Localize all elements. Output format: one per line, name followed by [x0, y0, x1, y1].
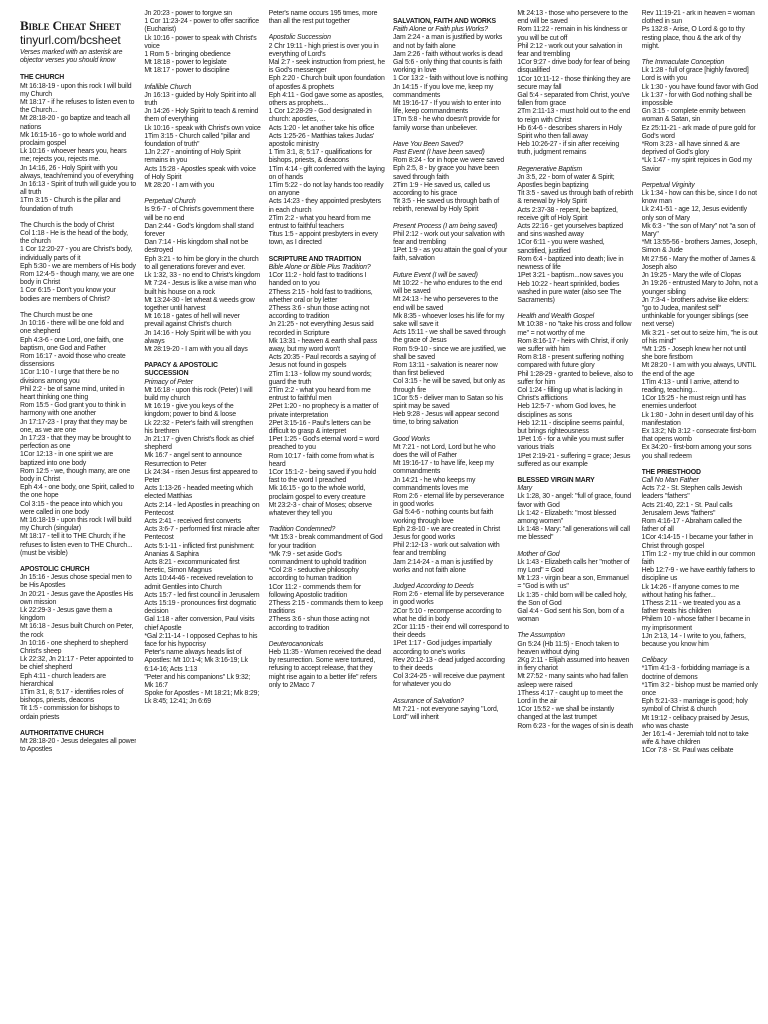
- verse-list: The Church must be one Jn 10:16 - there will be one fold and one shepherd Eph 4:3-6 - one Lord, one faith, one baptism, one God and Father Rom 16:17 - avoid those who create dissensions 1Cor 1:10 - I urge that there be no divisions among you Phil 2:2 - be of same mind, united in heart thinking one thing Rom 15:5 - God grant you to think in harmony with one another Jn 17:17-23 - I pray that they may be one, as we are one Jn 17:23 - that they may be brought to perfection as one 1Cor 12:13 - in one spirit we are baptized into one body Rom 12:5 - we, though many, are one body in Christ Eph 4:4 - one body, one Spirit, called to the one hope Col 3:15 - the peace into which you were called in one body Mt 16:18-19 - upon this rock I will build my Church (singular) Mt 18:17 - tell it to THE Church; if he refuses to listen even to THE Church... (must be visible): [20, 311, 135, 557]
- subsection-heading: Bible Alone or Bible Plus Tradition?: [268, 263, 371, 271]
- section-heading: THE CHURCH: [20, 74, 65, 82]
- verse-list: Rom 8:24 - for in hope we were saved Eph 2:5, 8 - by grace you have been saved through faith 2Tim 1:9 - He saved us, called us according to his grace Tit 3:5 - He saved us through bath of rebirth, renewal by Holy Spirit: [392, 157, 505, 214]
- page-title: Bible Cheat Sheet: [20, 18, 121, 33]
- subsection-heading: Judged According to Deeds: [392, 583, 474, 590]
- verse-list: Mt 7:21 - not everyone saying "Lord, Lord" will inherit: [392, 705, 499, 722]
- verse-list: Phil 2:12 - work out your salvation with fear and trembling 1Pet 1:9 - as you attain the goal of your faith, salvation: [392, 230, 508, 263]
- section-heading: THE PRIESTHOOD: [641, 468, 701, 476]
- subsection-heading: The Immaculate Conception: [641, 59, 725, 67]
- verse-list: The Church is the body of Christ Col 1:18 - He is the head of the body, the church 1 Cor 12:20-27 - you are Christ's body, individually parts of it Eph 5:30 - we are members of His body Rom 12:4-5 - though many, we are one body in Christ 1 Cor 6:15 - Don't you know your bodies are members of Christ?: [20, 221, 136, 303]
- subsection-heading: Have You Been Saved?: [392, 140, 464, 148]
- subsection-heading: Apostolic Succession: [268, 34, 331, 42]
- verse-list: Gn 5:24 (Hb 11:5) - Enoch taken to heaven without dying 2Kg 2:11 - Elijah assumed into heaven in fiery chariot Mt 27:52 - many saints who had fallen asleep were raised 1Thess 4:17 - caught up to meet the Lord in the air 1Cor 15:52 - we shall be instantly changed at the last trumpet Rom 6:23 - for the wages of sin is death: [517, 640, 634, 730]
- subsection-heading: Past Event (I have been saved): [392, 149, 485, 157]
- subsection-heading: Mary: [517, 485, 533, 493]
- section-heading: AUTHORITATIVE CHURCH: [20, 729, 104, 737]
- section-heading: SCRIPTURE AND TRADITION: [268, 255, 362, 263]
- verse-list: Heb 11:35 - Women received the dead by resurrection. Some were tortured, refusing to accept release, that they might rise again to a better life" refers only to 2Macc 7: [268, 649, 382, 689]
- sheet-url[interactable]: tinyurl.com/bcsheet: [20, 33, 121, 47]
- verse-list: Lk 1:34 - how can this be, since I do not know man Lk 2:41-51 - age 12, Jesus evidently only son of Mary Mk 6:3 - "the son of Mary" not "a son of Mary" *Mt 13:55-56 - brothers James, Joseph, Simon & Jude Mt 27:56 - Mary the mother of James & Joseph also Jn 19:25 - Mary the wife of Clopas Jn 19:26 - entrusted Mary to John, not a younger sibling Jn 7:3-4 - brothers advise like elders: "go to Judea, manifest self" unthinkable for younger siblings (see next verse) Mk 3:21 - set out to seize him, "he is out of his mind" *Mt 1:25 - Joseph knew her not until she bore firstborn Mt 28:20 - I am with you always, UNTIL the end of the age 1Tim 4:13 - until I arrive, attend to reading, teaching... 1Cor 15:25 - he must reign until has enemies underfoot Lk 1:80 - John in desert until day of his manifestation Ex 13:2; Nb 3:12 - consecrate first-born that opens womb Ex 34:20 - first-born among your sons you shall redeem: [641, 190, 758, 460]
- subsection-heading: Health and Wealth Gospel: [517, 313, 595, 321]
- subsection-heading: Assurance of Salvation?: [392, 697, 464, 705]
- column-1-blocks: [20, 74, 136, 754]
- column-3-blocks: [269, 10, 385, 690]
- section-heading: APOSTOLIC CHURCH: [20, 565, 90, 573]
- verse-list: Jn 3:5, 22 - born of water & Spirit; Apostles begin baptizing Tit 3:5 - saved us through bath of rebirth & renewal by Holy Spirit Acts 2:37-38 - repent, be baptized, receive gift of Holy Spirit Acts 22:16 - get yourselves baptized and sins washed away 1Cor 6:11 - you were washed, sanctified, justified Rom 6:4 - baptized into death; live in newness of life 1Pet 3:21 - baptism...now saves you Heb 10:22 - heart sprinkled, bodies washed in pure water (also see The Sacraments): [517, 173, 634, 304]
- subsection-heading: Good Works: [392, 435, 430, 443]
- verse-list: *Mt 15:3 - break commandment of God for your tradition *Mk 7:9 - set aside God's commandment to uphold tradition *Col 2:8 - seductive philosophy according to human tradition 1Cor 11:2 - commends them for following Apostolic tradition 2Thess 2:15 - commands them to keep traditions 2Thess 3:6 - shun those acting not according to tradition: [268, 534, 383, 632]
- subsection-heading: Faith Alone or Faith plus Works?: [392, 26, 488, 34]
- verse-list: Mt 16:18-19 - upon this rock I will build my Church Mt 18:17 - if he refuses to listen even to the Church... Mt 28:18-20 - go baptize and teach all nations Mk 16:15-16 - go to whole world and proclaim gospel Lk 10:16 - whoever hears you, hears me; rejects you, rejects me. Jn 14:16, 26 - Holy Spirit with you always, teach/remind you of everything Jn 16:13 - Spirit of truth will guide you to all truth 1Tm 3:15 - Church is the pillar and foundation of truth: [20, 82, 136, 213]
- section-heading: SALVATION, FAITH AND WORKS: [392, 18, 497, 25]
- section-heading: PAPACY & APOSTOLIC SUCCESSION: [144, 362, 218, 378]
- column-2: [144, 10, 260, 1024]
- verse-list: Mt 10:38 - no "take his cross and follow me" = not worthy of me Rom 8:16-17 - heirs with Christ, if only we suffer with him Rom 8:18 - present suffering nothing compared with future glory Phil 1:28-29 - granted to believe, also to suffer for him Col 1:24 - filling up what is lacking in Christ's afflictions Heb 12:5-7 - whom God loves, he disciplines as sons Heb 12:11 - discipline seems painful, but brings righteousness 1Pet 1:6 - for a while you must suffer various trials 1Pet 2:19-21 - suffering = grace; Jesus suffered as our example: [517, 321, 633, 468]
- subsection-heading: Regenerative Baptism: [517, 165, 583, 173]
- verse-list: Mt 24:13 - those who persevere to the end will be saved Rom 11:22 - remain in his kindness or you will be cut off Phil 2:12 - work out your salvation in fear and trembling 1Cor 9:27 - drive body for fear of being disqualified 1Cor 10:11-12 - those thinking they are secure may fall Gal 5:4 - separated from Christ, you've fallen from grace 2Tm 2:11-13 - must hold out to the end to reign with Christ Hb 6:4-6 - describes sharers in Holy Spirit who then fall away Heb 10:26-27 - if sin after receiving truth, judgment remains: [517, 10, 631, 157]
- verse-list: Rom 2:6 - eternal life by perseverance in good works 2Cor 5:10 - recompense according to what he did in body 2Cor 11:15 - their end will correspond to their deeds 1Pet 1:17 - God judges impartially according to one's works Rev 20:12-13 - dead judged according to their deeds Col 3:24-25 - will receive due payment for whatever you do: [392, 591, 509, 689]
- verse-list: Lk 1:43 - Elizabeth calls her "mother of my Lord" = God Mt 1:23 - virgin bear a son, Emmanuel = "God is with us" Lk 1:35 - child born will be called holy, the Son of God Gal 4:4 - God sent his Son, born of a woman: [517, 558, 630, 624]
- subsection-heading: Infallible Church: [144, 83, 192, 91]
- subsection-heading: Perpetual Virginity: [641, 181, 695, 189]
- column-5: [517, 10, 633, 1024]
- verse-list: 1Cor 11:2 - hold fast to traditions I handed on to you 2Thess 2:15 - hold fast to traditions, whether oral or by letter 2Thess 3:6 - shun those acting not according to tradition Jn 21:25 - not everything Jesus said recorded in Scripture Mk 13:31 - heaven & earth shall pass away, but my word won't Acts 20:35 - Paul records a saying of Jesus not found in gospels 2Tim 1:13 - follow my sound words; guard the truth 2Tim 2:2 - what you heard from me entrust to faithful men 2Pet 1:20 - no prophecy is a matter of private interpretation 2Pet 3:15-16 - Paul's letters can be difficult to grasp & interpret 1Pet 1:25 - God's eternal word = word preached to you Rom 10:17 - faith come from what is heard 1Cor 15:1-2 - being saved if you hold fast to the word I preached Mk 16:15 - go to the whole world, proclaim gospel to every creature Mt 23:2-3 - chair of Moses; observe whatever they tell you: [268, 272, 380, 517]
- verse-list: Lk 1:28 - full of grace [highly favored] Lord is with you Lk 1:30 - you have found favor with God Lk 1:37 - for with God nothing shall be impossible Gn 3:15 - complete enmity between woman & Satan, sin Ez 25:11-21 - ark made of pure gold for God's word *Rom 3:23 - all have sinned & are deprived of God's glory *Lk 1:47 - my spirit rejoices in God my Savior: [641, 67, 758, 173]
- subsection-heading: Present Process (I am being saved): [392, 222, 498, 230]
- verse-list: Jam 2:24 - a man is justified by works and not by faith alone Jam 2:26 - faith without works is dead Gal 5:6 - only thing that counts is faith working in love 1 Cor 13:2 - faith without love is nothing Jn 14:15 - If you love me, keep my commandments Mt 19:16-17 - If you wish to enter into life, keep commandments 1Tm 5:8 - he who doesn't provide for family worse than unbeliever.: [392, 34, 508, 132]
- column-5-blocks: [517, 10, 633, 731]
- column-1: [20, 10, 136, 1024]
- column-3: [269, 10, 385, 1024]
- column-6: [642, 10, 758, 1024]
- verse-list: Jn 16:13 - guided by Holy Spirit into all truth Jn 14:26 - Holy Spirit to teach & remind them of everything Lk 10:16 - speak with Christ's own voice 1Tim 3:15 - Church called "pillar and foundation of truth" 1Jn 2:27 - anointing of Holy Spirit remains in you Acts 15:28 - Apostles speak with voice of Holy Spirit Mt 28:20 - I am with you: [144, 91, 261, 190]
- verse-list: Peter's name occurs 195 times, more than all the rest put together: [268, 10, 378, 26]
- verse-list: Jn 20:23 - power to forgive sin 1 Cor 11:23-24 - power to offer sacrifice (Eucharist) Lk 10:16 - power to speak with Christ's voice 1 Rom 5 - bringing obedience Mt 18:18 - power to legislate Mt 18:17 - power to discipline: [144, 10, 259, 75]
- verse-list: Mt 10:22 - he who endures to the end will be saved Mt 24:13 - he who perseveres to the end will be saved Mk 8:35 - whoever loses his life for my sake will save it Acts 15:11 - we shall be saved through the grace of Jesus Rom 5:9-10 - since we are justified, we shall be saved Rom 13:11 - salvation is nearer now than first believed Col 3:15 - he will be saved, but only as through fire 1Cor 5:5 - deliver man to Satan so his spirit may be saved Heb 9:28 - Jesus will appear second time, to bring salvation: [392, 279, 506, 427]
- subsection-heading: Celibacy: [641, 657, 667, 665]
- subsection-heading: Future Event (I will be saved): [392, 271, 478, 279]
- verse-list: Mt 16:18 - upon this rock (Peter) I will build my church Mt 16:19 - give you keys of the kingdom; power to bind & loose Lk 22:32 - Peter's faith will strengthen his brethren Jn 21:17 - given Christ's flock as chief shepherd Mk 16:7 - angel sent to announce Resurrection to Peter Lk 24:34 - risen Jesus first appeared to Peter Acts 1:13-26 - headed meeting which elected Matthias Acts 2:14 - led Apostles in preaching on Pentecost Acts 2:41 - received first converts Acts 3:6-7 - performed first miracle after Pentecost Acts 5:1-11 - inflicted first punishment: Ananias & Saphira Acts 8:21 - excommunicated first heretic, Simon Magnus Acts 10:44-46 - received revelation to admit Gentiles into Church Acts 15:7 - led first council in Jerusalem Acts 15:19 - pronounces first dogmatic decision Gal 1:18 - after conversion, Paul visits chief Apostle *Gal 2:11-14 - I opposed Cephas to his face for his hypocrisy Peter's name always heads list of Apostles: Mt 10:1-4; Mk 3:16-19; Lk 6:14-16; Acts 1:13 "Peter and his companions" Lk 9:32; Mk 16:7 Spoke for Apostles - Mt 18:21; Mk 8:29; Lk 8:45; 12:41; Jn 6:69: [144, 386, 260, 706]
- verse-list: Mt 7:21 - not Lord, Lord but he who does the will of Father Mt 19:16-17 - to have life, keep my commandments Jn 14:21 - he who keeps my commandments loves me Rom 2:6 - eternal life by perseverance in good works Gal 5:4-6 - nothing counts but faith working through love Eph 2:8-10 - we are created in Christ Jesus for good works Phil 2:12-13 - work out salvation with fear and trembling Jam 2:14-24 - a man is justified by works and not faith alone: [392, 443, 505, 574]
- verse-list: 2 Chr 19:11 - high priest is over you in everything of Lord's Mal 2:7 - seek instruction from priest, he is God's messenger Eph 2:20 - Church built upon foundation of apostles & prophets Eph 4:11 - God gave some as apostles, others as prophets... 1 Cor 12:28-29 - God designated in church: apostles, ... Acts 1:20 - let another take his office Acts 1:25-26 - Matthias takes Judas' apostolic ministry 1 Tim 3:1, 8; 5:17 - qualifications for bishops, priests, & deacons 1Tim 4:14 - gift conferred with the laying on of hands 1Tim 5:22 - do not lay hands too readily on anyone Acts 14:23 - they appointed presbyters in each church 2Tim 2:2 - what you heard from me entrust to faithful teachers Titus 1:5 - appoint presbyters in every town, as I directed: [268, 42, 385, 247]
- verse-list: Acts 7:2 - St. Stephen calls Jewish leaders "fathers" Acts 21:40, 22:1 - St. Paul calls Jerusalem Jews "fathers" Rom 4:16-17 - Abraham called the father of all 1Cor 4:14-15 - I became your father in Christ through gospel 1Tim 1:2 - my true child in our common faith Heb 12:7-9 - we have earthly fathers to discipline us Lk 14:26 - If anyone comes to me without hating his father... 1Thess 2:11 - we treated you as a father treats his children Philem 10 - whose father I became in my imprisonment 1Jn 2:13, 14 - I write to you, fathers, because you know him: [641, 485, 756, 649]
- subsection-heading: Tradition Condemned?: [268, 526, 336, 534]
- asterisk-note: Verses marked with an asterisk are objector verses you should know: [20, 49, 123, 65]
- subsection-heading: Deuterocanonicals: [268, 640, 324, 648]
- column-4-blocks: [393, 18, 509, 722]
- verse-list: Mt 28:18-20 - Jesus delegates all power to Apostles: [20, 738, 137, 754]
- subsection-heading: Call No Man Father: [641, 476, 699, 484]
- subsection-heading: Mother of God: [517, 550, 560, 558]
- verse-list: Lk 1:28, 30 - angel: "full of grace, found favor with God Lk 1:42 - Elizabeth: "most blessed among women" Lk 1:48 - Mary: "all generations will call me blessed": [517, 493, 632, 542]
- verse-list: Jn 15:16 - Jesus chose special men to be His Apostles Jn 20:21 - Jesus gave the Apostles His own mission Lk 22:29-3 - Jesus gave them a kingdom Mt 16:18 - Jesus built Church on Peter, the rock Jn 10:16 - one shepherd to shepherd Christ's sheep Lk 22:32, Jn 21:17 - Peter appointed to be chief shepherd Eph 4:11 - church leaders are hierarchical 1Tim 3:1, 8; 5:17 - identifies roles of bishops, priests, deacons Tit 1:5 - commission for bishops to ordain priests: [20, 574, 134, 721]
- column-6-blocks: [642, 10, 758, 756]
- column-4: [393, 10, 509, 1024]
- verse-list: *1Tim 4:1-3 - forbidding marriage is a doctrine of demons *1Tim 3:2 - bishop must be married only once Eph 5:21-33 - marriage is good; holy symbol of Christ & church Mt 19:12 - celibacy praised by Jesus, who was chaste Jer 16:1-4 - Jeremiah told not to take wife & have children 1Cor 7:8 - St. Paul was celibate: [641, 665, 758, 755]
- column-2-blocks: [144, 10, 260, 707]
- subsection-heading: Perpetual Church: [144, 198, 196, 206]
- verse-list: Rev 11:19-21 - ark in heaven = woman clothed in sun Ps 132:8 - Arise, O Lord & go to thy resting place, thou & the ark of thy might.: [641, 10, 755, 50]
- section-heading: BLESSED VIRGIN MARY: [517, 476, 595, 484]
- subsection-heading: The Assumption: [517, 632, 565, 640]
- verse-list: Is 9:6-7 - of Christ's government there will be no end Dan 2:44 - God's kingdom shall stand forever Dan 7:14 - His kingdom shall not be destroyed Eph 3:21 - to him be glory in the church to all generations forever and ever. Lk 1:32, 33 - no end to Christ's kingdom Mt 7:24 - Jesus is like a wise man who built his house on a rock Mt 13:24-30 - let wheat & weeds grow together until harvest Mt 16:18 - gates of hell will never prevail against Christ's church Jn 14:16 - Holy Spirit will be with you always Mt 28:19-20 - I am with you all days: [144, 206, 260, 353]
- subsection-heading: Primacy of Peter: [144, 378, 193, 386]
